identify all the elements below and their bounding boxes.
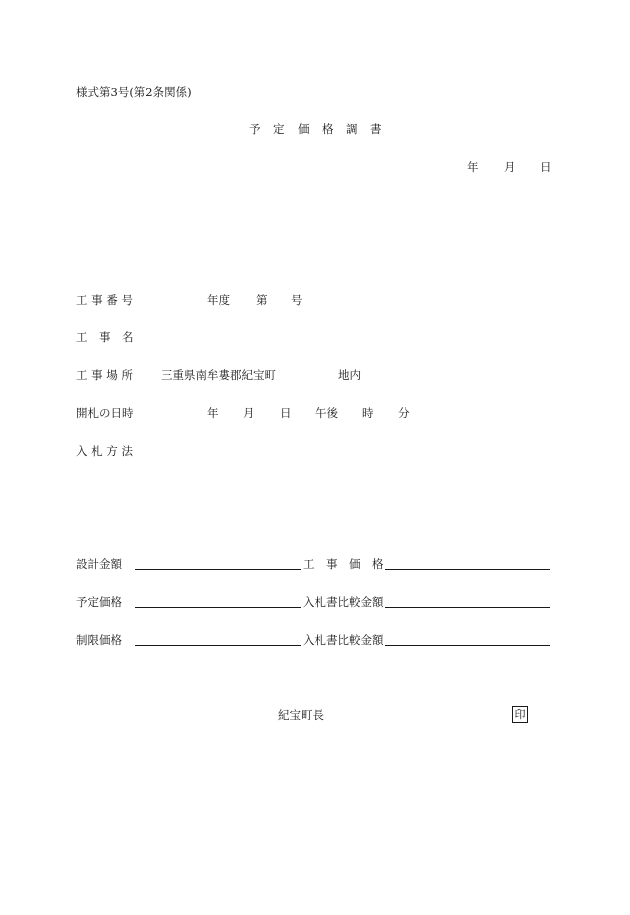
bid-opening-minute: 分 [398, 406, 410, 420]
comparison-amount-line-2 [385, 645, 550, 646]
construction-price-label: 工 事 価 格 [303, 557, 384, 571]
design-amount-line [135, 569, 301, 570]
comparison-amount-line-1 [385, 607, 550, 608]
bid-opening-day: 日 [280, 406, 292, 420]
form-reference: 様式第3号(第2条関係) [76, 85, 192, 99]
comparison-amount-label-1: 入札書比較金額 [303, 595, 384, 609]
title-char: 予 [249, 122, 261, 136]
construction-name-label: 工 事 名 [76, 330, 134, 344]
title-char: 調 [346, 122, 358, 136]
construction-site-value: 三重県南牟婁郡紀宝町 [161, 368, 276, 382]
comparison-amount-label-2: 入札書比較金額 [303, 633, 384, 647]
bid-opening-pm: 午後 [315, 406, 338, 420]
title-char: 書 [370, 122, 382, 136]
seal-mark: 印 [512, 706, 528, 723]
limit-price-label: 制限価格 [76, 633, 122, 647]
title-char: 格 [322, 122, 334, 136]
construction-number-label: 工 事 番 号 [76, 293, 133, 307]
design-amount-label: 設計金額 [76, 557, 122, 571]
signer-title: 紀宝町長 [278, 708, 324, 722]
construction-price-line [385, 569, 550, 570]
title-char: 定 [273, 122, 285, 136]
date-day: 日 [540, 160, 552, 174]
planned-price-line [135, 607, 301, 608]
construction-site-suffix: 地内 [338, 368, 361, 382]
bid-method-label: 入 札 方 法 [76, 444, 133, 458]
limit-price-line [135, 645, 301, 646]
bid-opening-label: 開札の日時 [76, 406, 134, 420]
planned-price-label: 予定価格 [76, 595, 122, 609]
construction-site-label: 工 事 場 所 [76, 368, 133, 382]
number-suffix: 号 [291, 293, 303, 307]
bid-opening-month: 月 [243, 406, 255, 420]
date-year: 年 [467, 160, 479, 174]
bid-opening-year: 年 [207, 406, 219, 420]
date-month: 月 [504, 160, 516, 174]
number-prefix: 第 [256, 293, 268, 307]
fiscal-year-text: 年度 [207, 293, 230, 307]
title-char: 価 [298, 122, 310, 136]
bid-opening-hour: 時 [362, 406, 374, 420]
